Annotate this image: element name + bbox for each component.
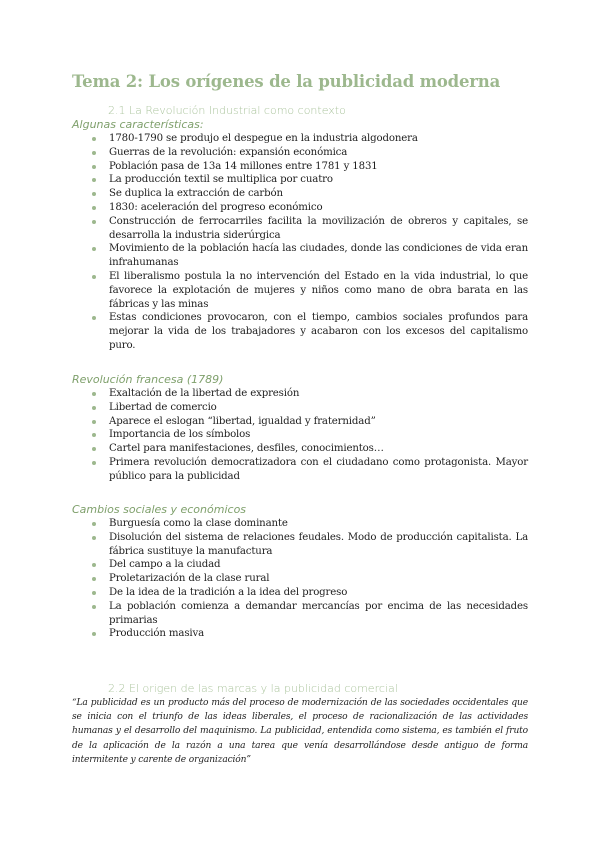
list-item: Proletarización de la clase rural (72, 572, 528, 586)
page-title: Tema 2: Los orígenes de la publicidad moderna (72, 72, 501, 91)
group-label-cambios-sociales: Cambios sociales y económicos (72, 503, 247, 516)
list-item: Libertad de comercio (72, 401, 528, 415)
group-revolucion-francesa (72, 373, 528, 484)
list-cambios-sociales (72, 517, 528, 641)
list-item: Producción masiva (72, 627, 528, 641)
list-item: Disolución del sistema de relaciones feudales. Modo de producción capitalista. La fábrica sustituye la manufactura (72, 531, 528, 559)
section-1 (72, 104, 528, 353)
section-2-heading: 2.2 El origen de las marcas y la publicidad comercial (108, 682, 398, 695)
bullet-icon (92, 137, 96, 141)
bullet-icon (92, 275, 96, 279)
list-item: Primera revolución democratizadora con el ciudadano como protagonista. Mayor público para la publicidad (72, 456, 528, 484)
bullet-icon (92, 522, 96, 526)
bullet-icon (92, 406, 96, 410)
list-item: De la idea de la tradición a la idea del progreso (72, 586, 528, 600)
list-item: Aparece el eslogan “libertad, igualdad y fraternidad” (72, 415, 528, 429)
bullet-icon (92, 591, 96, 595)
section-2 (72, 682, 528, 767)
group-cambios-sociales (72, 503, 528, 641)
bullet-icon (92, 563, 96, 567)
list-item: Construcción de ferrocarriles facilita la movilización de obreros y capitales, se desarrolla la industria siderúrgica (72, 215, 528, 243)
list-item: Exaltación de la libertad de expresión (72, 387, 528, 401)
bullet-icon (92, 192, 96, 196)
bullet-icon (92, 461, 96, 465)
list-item: Estas condiciones provocaron, con el tiempo, cambios sociales profundos para mejorar la vida de los trabajadores y acabaron con los excesos del capitalismo puro. (72, 311, 528, 352)
bullet-icon (92, 632, 96, 636)
bullet-icon (92, 536, 96, 540)
bullet-icon (92, 392, 96, 396)
group-label-caracteristicas: Algunas características: (72, 118, 204, 131)
bullet-icon (92, 420, 96, 424)
bullet-icon (92, 447, 96, 451)
list-revolucion-francesa (72, 387, 528, 484)
bullet-icon (92, 605, 96, 609)
list-item: 1830: aceleración del progreso económico (72, 201, 528, 215)
list-caracteristicas (72, 132, 528, 353)
bullet-icon (92, 247, 96, 251)
bullet-icon (92, 433, 96, 437)
section-1-heading: 2.1 La Revolución Industrial como contexto (108, 104, 346, 117)
list-item: Población pasa de 13a 14 millones entre 1781 y 1831 (72, 160, 528, 174)
bullet-icon (92, 151, 96, 155)
list-item: Importancia de los símbolos (72, 428, 528, 442)
quote-paragraph: “La publicidad es un producto más del proceso de modernización de las sociedades occidentales que se inicia con el triunfo de las ideas liberales, el proceso de racionalización de las actividades humanas y el desarrollo del maquinismo. La publicidad, entendida como sistema, es también el fruto de la aplicación de la razón a una tarea que venía desarrollándose desde antiguo de forma intermitente y carente de organización” (72, 698, 528, 765)
list-item: 1780-1790 se produjo el despegue en la industria algodonera (72, 132, 528, 146)
list-item: Burguesía como la clase dominante (72, 517, 528, 531)
list-item: La población comienza a demandar mercancías por encima de las necesidades primarias (72, 600, 528, 628)
list-item: Movimiento de la población hacía las ciudades, donde las condiciones de vida eran infrahumanas (72, 242, 528, 270)
list-item: La producción textil se multiplica por cuatro (72, 173, 528, 187)
list-item: Se duplica la extracción de carbón (72, 187, 528, 201)
bullet-icon (92, 178, 96, 182)
bullet-icon (92, 206, 96, 210)
list-item: Cartel para manifestaciones, desfiles, conocimientos… (72, 442, 528, 456)
bullet-icon (92, 577, 96, 581)
list-item: Del campo a la ciudad (72, 558, 528, 572)
bullet-icon (92, 165, 96, 169)
group-label-revolucion-francesa: Revolución francesa (1789) (72, 373, 224, 386)
bullet-icon (92, 220, 96, 224)
list-item: Guerras de la revolución: expansión económica (72, 146, 528, 160)
list-item: El liberalismo postula la no intervención del Estado en la vida industrial, lo que favorece la explotación de mujeres y niños como mano de obra barata en las fábricas y las minas (72, 270, 528, 311)
bullet-icon (92, 316, 96, 320)
